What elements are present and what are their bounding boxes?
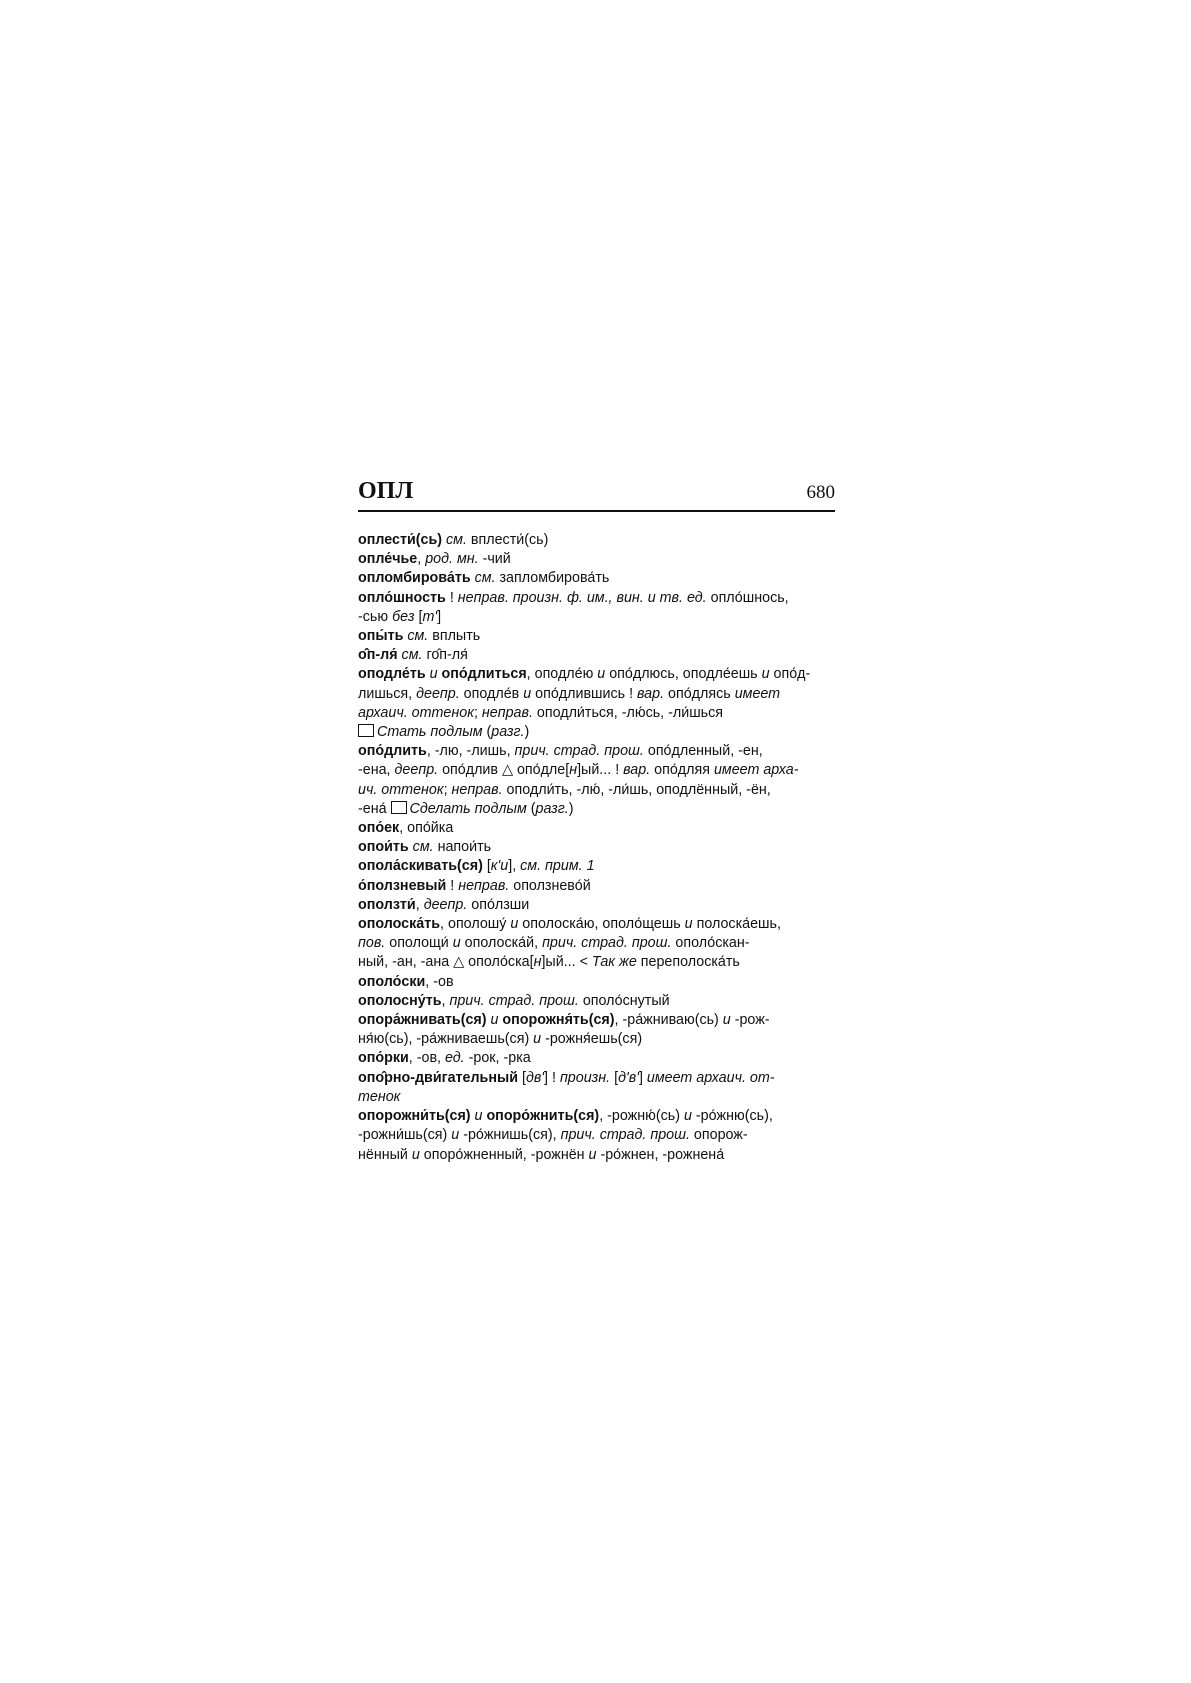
entry-line bbox=[358, 1107, 835, 1126]
entry-line bbox=[358, 781, 835, 800]
entry-text: ) bbox=[524, 724, 530, 741]
entry-text: ) bbox=[568, 800, 574, 817]
entry-text: оползнево́й bbox=[509, 877, 591, 894]
headword: опои́ть bbox=[358, 839, 409, 856]
grammar-note: имеет архаич. от- bbox=[646, 1069, 775, 1086]
dictionary-entry bbox=[358, 1069, 835, 1107]
grammar-note: без bbox=[392, 608, 415, 625]
entry-line bbox=[358, 1146, 835, 1165]
headword: оподле́ть bbox=[358, 666, 426, 683]
headword: оползти́ bbox=[358, 896, 416, 913]
grammar-note: см. bbox=[407, 628, 429, 645]
entry-text: ! bbox=[445, 589, 458, 606]
entry-text: ( bbox=[526, 800, 536, 817]
entry-line bbox=[358, 761, 835, 780]
entry-line bbox=[358, 857, 835, 876]
entry-text: опо́д- bbox=[769, 666, 811, 683]
grammar-note: и bbox=[533, 1031, 542, 1048]
grammar-note: Так же bbox=[591, 954, 637, 971]
grammar-note: н bbox=[533, 954, 542, 971]
entry-line bbox=[372, 723, 835, 742]
grammar-note: деепр. bbox=[416, 685, 460, 702]
grammar-note: и bbox=[452, 935, 461, 952]
grammar-note: и bbox=[523, 685, 532, 702]
grammar-note: деепр. bbox=[423, 896, 468, 913]
entry-text: го̂п-ля́ bbox=[422, 647, 468, 664]
grammar-note: см. прим. 1 bbox=[520, 858, 595, 875]
entry-text: [ bbox=[517, 1069, 526, 1086]
grammar-note: деепр. bbox=[394, 762, 439, 779]
entry-text: вплести́(сь) bbox=[466, 532, 549, 548]
grammar-note: род. мн. bbox=[425, 551, 479, 568]
grammar-note: прич. страд. прош. bbox=[542, 935, 672, 952]
grammar-note: и bbox=[722, 1012, 731, 1029]
definition-box-icon bbox=[358, 724, 374, 737]
entry-line bbox=[358, 896, 835, 915]
entry-text: вплыть bbox=[428, 628, 481, 645]
headword: о̂п-ля́ bbox=[358, 647, 398, 664]
entry-text: [ bbox=[482, 858, 491, 875]
headword: опо́ек bbox=[358, 820, 400, 837]
entry-line bbox=[358, 589, 835, 608]
dictionary-entry bbox=[358, 569, 835, 588]
entry-text: полоска́ешь, bbox=[692, 916, 781, 933]
entry-text: ополощи́ bbox=[385, 935, 453, 952]
grammar-note: ед. bbox=[444, 1050, 465, 1067]
dictionary-entry bbox=[358, 742, 835, 819]
grammar-note: и bbox=[684, 916, 693, 933]
entry-text: -чий bbox=[478, 551, 511, 568]
headword: опле́чье bbox=[358, 551, 418, 568]
grammar-note: имеет bbox=[734, 685, 781, 702]
entry-text: напои́ть bbox=[433, 839, 492, 856]
entry-line bbox=[358, 569, 835, 588]
entry-text: -рожни́шь(ся) bbox=[358, 1127, 452, 1144]
grammar-note: и bbox=[588, 1146, 597, 1163]
entry-text: ] bbox=[638, 1069, 647, 1086]
entry-text: опо́длившись ! bbox=[531, 685, 638, 702]
entry-text: ] bbox=[437, 608, 442, 625]
page-header bbox=[358, 476, 835, 512]
entry-text: , опо́йка bbox=[399, 820, 454, 837]
entry-text: -ро́жнишь(ся), bbox=[459, 1127, 561, 1144]
entry-line bbox=[358, 550, 835, 569]
entry-text: [ bbox=[414, 608, 423, 625]
entry-text: запломбирова́ть bbox=[495, 570, 610, 587]
headword: опоро́жнить(ся) bbox=[486, 1108, 600, 1125]
entry-text: ; bbox=[443, 781, 452, 798]
entry-line bbox=[358, 915, 835, 934]
entry-line bbox=[358, 973, 835, 992]
entry-text: ; bbox=[473, 704, 482, 721]
grammar-note: и bbox=[425, 666, 442, 683]
entry-text: -рок, -рка bbox=[464, 1050, 531, 1067]
grammar-note: прич. страд. прош. bbox=[560, 1127, 690, 1144]
entry-text: опо́дляя bbox=[650, 762, 714, 779]
entry-text: -ена́ bbox=[358, 800, 391, 817]
dictionary-entries bbox=[358, 531, 835, 1165]
headword: опора́жнивать(ся) bbox=[358, 1012, 487, 1029]
headword: оплести́(сь) bbox=[358, 532, 443, 548]
entry-text: ополоска́ю, ополо́щешь bbox=[518, 916, 685, 933]
headword: опы́ть bbox=[358, 628, 404, 645]
grammar-note: ич. оттенок bbox=[358, 781, 444, 798]
headword: опо́длить bbox=[358, 743, 427, 760]
grammar-note: архаич. оттенок bbox=[358, 704, 474, 721]
entry-text: оподле́в bbox=[459, 685, 524, 702]
page-number: 680 bbox=[806, 482, 835, 503]
headword: опо́рки bbox=[358, 1050, 409, 1067]
entry-text: оподли́ться, -лю́сь, -ли́шься bbox=[532, 704, 724, 721]
dictionary-entry bbox=[358, 665, 835, 742]
grammar-note: и bbox=[761, 666, 770, 683]
dictionary-entry bbox=[358, 992, 835, 1011]
entry-text: [ bbox=[610, 1069, 619, 1086]
headword: опло́шность bbox=[358, 589, 446, 606]
entry-line bbox=[358, 953, 835, 972]
entry-text: лишься, bbox=[358, 685, 417, 702]
entry-line bbox=[358, 685, 835, 704]
dictionary-entry bbox=[358, 877, 835, 896]
entry-text: опо́дленный, -ен, bbox=[643, 743, 763, 760]
grammar-note: тенок bbox=[358, 1088, 401, 1105]
entry-text: ( bbox=[482, 724, 492, 741]
entry-text: , -ов bbox=[425, 973, 454, 990]
grammar-note: неправ. bbox=[458, 877, 510, 894]
dictionary-entry bbox=[358, 973, 835, 992]
entry-line bbox=[358, 704, 835, 723]
grammar-note: прич. страд. прош. bbox=[514, 743, 644, 760]
grammar-note: и bbox=[411, 1146, 420, 1163]
dictionary-entry bbox=[358, 819, 835, 838]
entry-line bbox=[358, 1126, 835, 1145]
entry-text: опо́длюсь, оподле́ешь bbox=[605, 666, 762, 683]
dictionary-entry bbox=[358, 1011, 835, 1049]
entry-text: , оподле́ю bbox=[526, 666, 598, 683]
headword: о́ползневый bbox=[358, 877, 447, 894]
grammar-note: неправ. произн. ф. им., вин. и тв. ед. bbox=[457, 589, 707, 606]
dictionary-entry bbox=[358, 531, 835, 550]
headword: ополосну́ть bbox=[358, 992, 442, 1009]
definition-box-icon bbox=[391, 801, 407, 814]
grammar-note: Сделать подлым bbox=[409, 800, 527, 817]
entry-line bbox=[358, 531, 835, 550]
grammar-note: см. bbox=[401, 647, 423, 664]
entry-text: ], bbox=[508, 858, 521, 875]
entry-text: ! bbox=[446, 877, 459, 894]
entry-text: , -лю, -лишь, bbox=[426, 743, 515, 760]
entry-line bbox=[358, 646, 835, 665]
entry-line bbox=[358, 1069, 835, 1088]
entry-text: опло́шнось, bbox=[706, 589, 789, 606]
dictionary-entry bbox=[358, 896, 835, 915]
headword: опорожни́ть(ся) bbox=[358, 1108, 471, 1125]
entry-line bbox=[358, 800, 835, 819]
entry-text: -ро́жнен, -рожнена́ bbox=[596, 1146, 725, 1163]
dictionary-entry bbox=[358, 838, 835, 857]
grammar-note: разг. bbox=[491, 724, 525, 741]
entry-text: ный, -ан, -ана △ ополо́ска[ bbox=[358, 954, 534, 971]
grammar-note: и bbox=[597, 666, 606, 683]
entry-line bbox=[358, 838, 835, 857]
grammar-note: н bbox=[569, 762, 578, 779]
entry-text: ополо́скан- bbox=[671, 935, 750, 952]
entry-text: ] ! bbox=[544, 1069, 560, 1086]
entry-text: нённый bbox=[358, 1146, 412, 1163]
entry-text: -рожня́ешь(ся) bbox=[541, 1031, 643, 1048]
entry-text: ополо́снутый bbox=[578, 992, 670, 1009]
headword: опломбирова́ть bbox=[358, 570, 471, 587]
dictionary-entry bbox=[358, 1049, 835, 1068]
grammar-note: разг. bbox=[535, 800, 569, 817]
grammar-note: к'и bbox=[490, 858, 509, 875]
grammar-note: пов. bbox=[358, 935, 386, 952]
entry-text: переполоска́ть bbox=[636, 954, 740, 971]
grammar-note: см. bbox=[412, 839, 434, 856]
grammar-note: и bbox=[470, 1108, 487, 1125]
entry-text: ополоска́й, bbox=[460, 935, 543, 952]
grammar-note: см. bbox=[474, 570, 496, 587]
entry-text: ]ый... ! bbox=[577, 762, 624, 779]
entry-text: опорож- bbox=[689, 1127, 748, 1144]
dictionary-entry bbox=[358, 857, 835, 876]
grammar-note: т' bbox=[422, 608, 438, 625]
entry-text: -рож- bbox=[730, 1012, 770, 1029]
running-head: ОПЛ bbox=[358, 478, 414, 504]
grammar-note: д'в' bbox=[618, 1069, 639, 1086]
grammar-note: вар. bbox=[623, 762, 651, 779]
dictionary-entry bbox=[358, 627, 835, 646]
grammar-note: и bbox=[451, 1127, 460, 1144]
grammar-note: прич. страд. прош. bbox=[449, 992, 579, 1009]
entry-text: -ена, bbox=[358, 762, 395, 779]
entry-line bbox=[358, 742, 835, 761]
entry-text: , bbox=[417, 551, 426, 568]
grammar-note: неправ. bbox=[451, 781, 503, 798]
entry-text: ]ый... < bbox=[541, 954, 592, 971]
headword: опорожня́ть(ся) bbox=[502, 1012, 615, 1029]
headword: ополо́ски bbox=[358, 973, 426, 990]
grammar-note: вар. bbox=[637, 685, 665, 702]
grammar-note: и bbox=[683, 1108, 692, 1125]
grammar-note: и bbox=[510, 916, 519, 933]
entry-line bbox=[358, 1011, 835, 1030]
dictionary-entry bbox=[358, 550, 835, 569]
entry-line bbox=[358, 877, 835, 896]
dictionary-entry bbox=[358, 1107, 835, 1165]
entry-text: опо́длив △ опо́дле[ bbox=[438, 762, 570, 779]
entry-line bbox=[358, 819, 835, 838]
entry-text: -ро́жню(сь), bbox=[691, 1108, 773, 1125]
grammar-note: Стать подлым bbox=[377, 724, 483, 741]
entry-line bbox=[358, 608, 835, 627]
grammar-note: и bbox=[486, 1012, 503, 1029]
grammar-note: дв' bbox=[525, 1069, 545, 1086]
entry-text: опоро́жненный, -рожнён bbox=[419, 1146, 589, 1163]
grammar-note: см. bbox=[446, 532, 467, 548]
grammar-note: имеет арха- bbox=[713, 762, 799, 779]
entry-text: опо́лзши bbox=[467, 896, 530, 913]
entry-line bbox=[358, 1088, 835, 1107]
grammar-note: неправ. bbox=[481, 704, 533, 721]
entry-text: опо́длясь bbox=[664, 685, 735, 702]
dictionary-entry bbox=[358, 589, 835, 627]
headword: опола́скивать(ся) bbox=[358, 858, 483, 875]
dictionary-entry bbox=[358, 915, 835, 973]
entry-text: , ополошу́ bbox=[440, 916, 511, 933]
entry-text: оподли́ть, -лю́, -ли́шь, оподлённый, -ён, bbox=[502, 781, 771, 798]
entry-line bbox=[358, 1049, 835, 1068]
headword: опо̂рно-дви́гательный bbox=[358, 1069, 518, 1086]
entry-line bbox=[358, 1030, 835, 1049]
entry-line bbox=[358, 934, 835, 953]
headword: опо́длиться bbox=[441, 666, 527, 683]
entry-line bbox=[358, 665, 835, 684]
entry-line bbox=[358, 992, 835, 1011]
entry-text: ня́ю(сь), -ра́жниваешь(ся) bbox=[358, 1031, 534, 1048]
entry-line bbox=[358, 627, 835, 646]
entry-text: -сью bbox=[358, 608, 393, 625]
entry-text: , -ра́жниваю(сь) bbox=[614, 1012, 723, 1029]
entry-text: , -ов, bbox=[408, 1050, 445, 1067]
headword: ополоска́ть bbox=[358, 916, 441, 933]
entry-text: , bbox=[415, 896, 424, 913]
dictionary-entry bbox=[358, 646, 835, 665]
entry-text: , -рожню́(сь) bbox=[599, 1108, 684, 1125]
grammar-note: произн. bbox=[559, 1069, 611, 1086]
entry-text: , bbox=[441, 992, 450, 1009]
